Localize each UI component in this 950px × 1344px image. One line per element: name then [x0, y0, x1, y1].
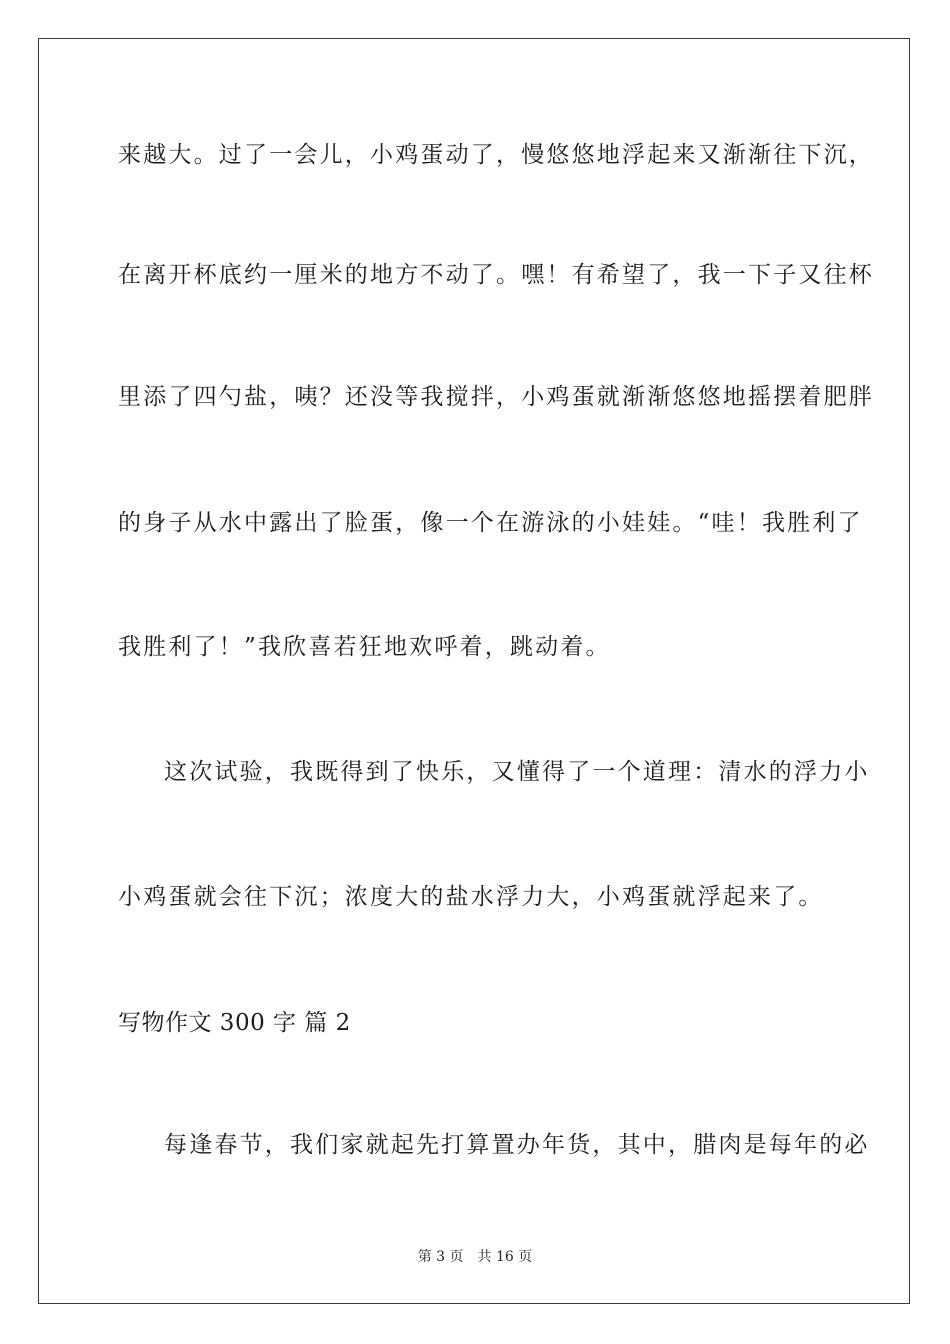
text-line-4: 的身子从水中露出了脸蛋，像一个在游泳的小娃娃。“哇！我胜利了: [118, 510, 863, 536]
text-line-3: 里添了四勺盐，咦？还没等我搅拌，小鸡蛋就渐渐悠悠地摇摆着肥胖: [118, 384, 874, 410]
total-pages: 共 16 页: [477, 1249, 533, 1265]
text-line-7: 小鸡蛋就会往下沉；浓度大的盐水浮力大，小鸡蛋就浮起来了。: [118, 884, 824, 910]
page-border: [38, 38, 910, 1304]
paragraph-start-line: 每逢春节，我们家就起先打算置办年货，其中，腊肉是每年的必: [164, 1132, 870, 1158]
page-number: 第 3 页: [417, 1249, 464, 1265]
text-line-6: 这次试验，我既得到了快乐，又懂得了一个道理：清水的浮力小: [164, 759, 870, 785]
page-footer: [0, 1247, 950, 1267]
text-line-2: 在离开杯底约一厘米的地方不动了。嘿！有希望了，我一下子又往杯: [118, 262, 874, 288]
text-line-5: 我胜利了！”我欣喜若狂地欢呼着，跳动着。: [118, 634, 611, 660]
text-line-1: 来越大。过了一会儿，小鸡蛋动了，慢悠悠地浮起来又渐渐往下沉，: [118, 142, 874, 168]
section-heading: 写物作文 300 字 篇 2: [118, 1010, 351, 1036]
